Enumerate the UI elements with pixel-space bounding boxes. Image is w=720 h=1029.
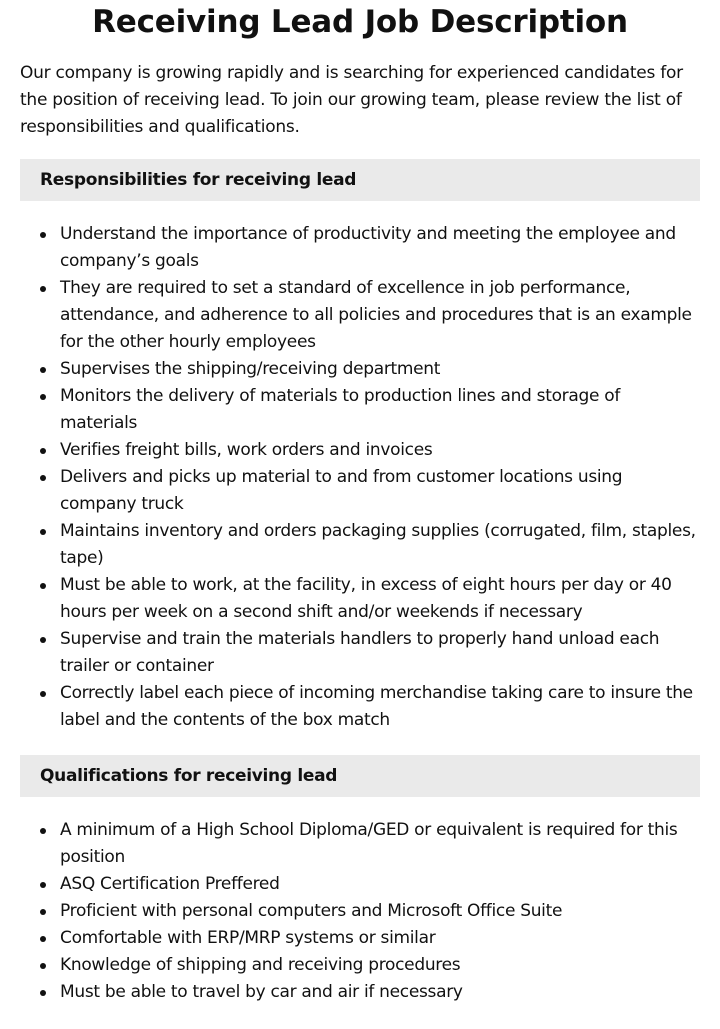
list-item [20, 437, 700, 464]
list-item-text: Correctly label each piece of incoming merchandise taking care to insure the label and the contents of the box match [60, 683, 693, 730]
responsibilities-list [20, 221, 700, 734]
bullet-icon [40, 475, 46, 481]
bullet-icon [40, 882, 46, 888]
page-title: Receiving Lead Job Description [92, 4, 628, 40]
list-item [20, 383, 700, 437]
list-item [20, 898, 700, 925]
bullet-icon [40, 367, 46, 373]
list-item [20, 572, 700, 626]
list-item [20, 952, 700, 979]
bullet-icon [40, 232, 46, 238]
bullet-icon [40, 963, 46, 969]
bullet-icon [40, 637, 46, 643]
bullet-icon [40, 448, 46, 454]
responsibilities-heading: Responsibilities for receiving lead [20, 159, 700, 201]
list-item-text: Supervise and train the materials handlers to properly hand unload each trailer or container [60, 629, 660, 676]
list-item [20, 817, 700, 871]
list-item-text: Must be able to work, at the facility, in excess of eight hours per day or 40 hours per week on a second shift and/or weekends if necessary [60, 575, 672, 622]
list-item-text: They are required to set a standard of excellence in job performance, attendance, and adherence to all policies and procedures that is an example for the other hourly employees [60, 278, 692, 352]
list-item-text: Comfortable with ERP/MRP systems or similar [60, 928, 436, 948]
bullet-icon [40, 691, 46, 697]
list-item-text: Knowledge of shipping and receiving procedures [60, 955, 461, 975]
list-item-text: Proficient with personal computers and Microsoft Office Suite [60, 901, 563, 921]
list-item-text: Supervises the shipping/receiving department [60, 359, 441, 379]
list-item [20, 925, 700, 952]
list-item [20, 979, 700, 1006]
bullet-icon [40, 936, 46, 942]
list-item [20, 626, 700, 680]
intro-paragraph: Our company is growing rapidly and is searching for experienced candidates for the position of receiving lead. To join our growing team, please review the list of responsibilities and qualifications. [20, 63, 683, 137]
bullet-icon [40, 286, 46, 292]
bullet-icon [40, 828, 46, 834]
list-item-text: Delivers and picks up material to and from customer locations using company truck [60, 467, 623, 514]
qualifications-heading: Qualifications for receiving lead [20, 755, 700, 797]
list-item-text: Must be able to travel by car and air if necessary [60, 982, 463, 1002]
bullet-icon [40, 990, 46, 996]
list-item-text: Maintains inventory and orders packaging supplies (corrugated, film, staples, tape) [60, 521, 696, 568]
list-item-text: A minimum of a High School Diploma/GED or equivalent is required for this position [60, 820, 678, 867]
list-item [20, 680, 700, 734]
list-item [20, 871, 700, 898]
list-item [20, 464, 700, 518]
list-item [20, 221, 700, 275]
list-item [20, 356, 700, 383]
list-item-text: Monitors the delivery of materials to production lines and storage of materials [60, 386, 621, 433]
list-item-text: Verifies freight bills, work orders and invoices [60, 440, 433, 460]
list-item [20, 275, 700, 356]
bullet-icon [40, 529, 46, 535]
list-item-text: ASQ Certification Preffered [60, 874, 280, 894]
bullet-icon [40, 583, 46, 589]
list-item [20, 518, 700, 572]
bullet-icon [40, 909, 46, 915]
list-item-text: Understand the importance of productivity and meeting the employee and company’s goals [60, 224, 676, 271]
qualifications-list [20, 817, 700, 1006]
bullet-icon [40, 394, 46, 400]
